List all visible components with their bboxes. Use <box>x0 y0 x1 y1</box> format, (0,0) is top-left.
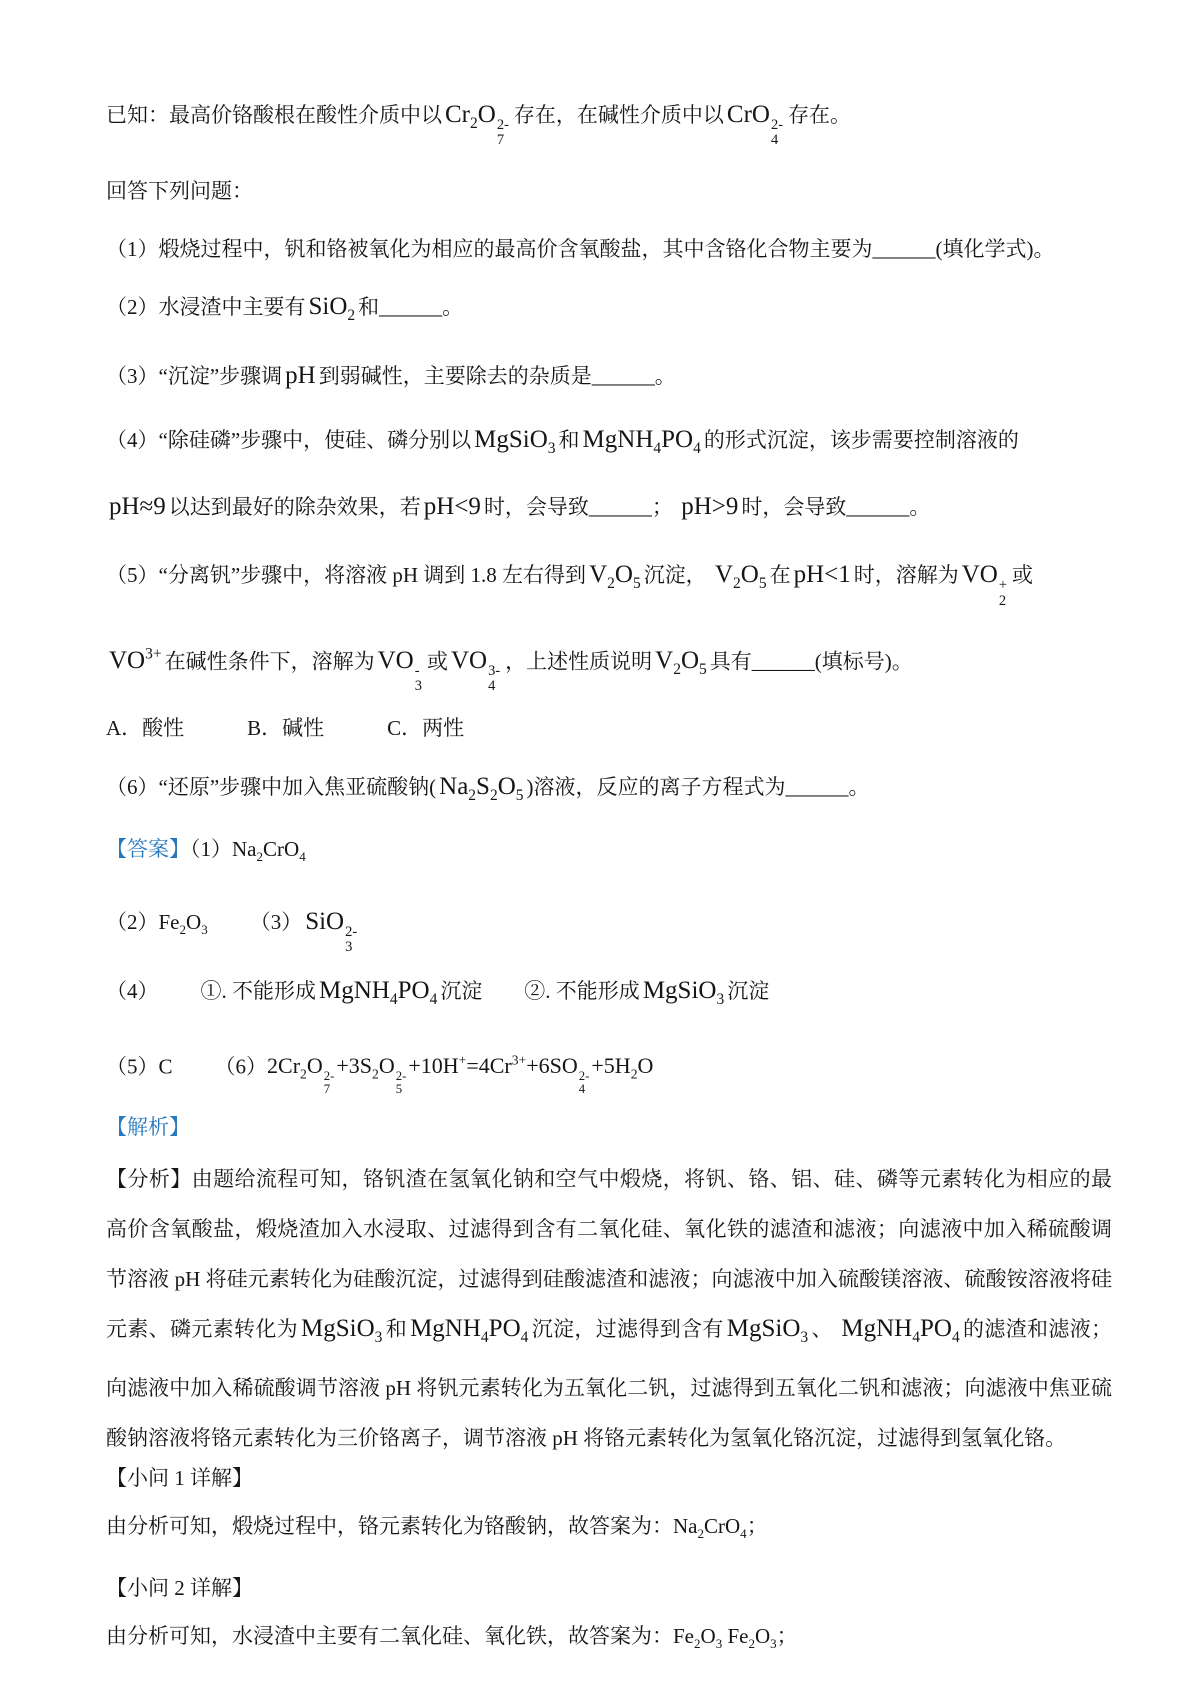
question-2: （2）水浸渣中主要有 SiO$_2$ 和______。 <box>106 293 464 325</box>
answer-line-4: （4） ①. 不能形成 $MgNH_4PO_4$ 沉淀 ②. 不能形成 MgSiO$_3$ 沉淀 <box>106 977 770 1009</box>
known-statement: 已知：最高价铬酸根在酸性介质中以 $Cr_2O$ 2- 7 存在，在碱性介质中以 CrO 2- 4 存在。 <box>106 101 852 149</box>
answer-prompt: 回答下列问题： <box>106 179 253 204</box>
question-5-line1: （5）“分离钒”步骤中，将溶液 pH 调到 1.8 左右得到 $V_2O_5$ 沉淀， $V_2O_5$ 在 pH<1 时，溶解为 VO + 2 或 <box>106 561 1034 609</box>
answer-1-text: $(1)Na_2CrO_4$ <box>190 836 306 864</box>
question-5-line2: $VO^{3+}$ 在碱性条件下，溶解为 VO - 3 或 VO 3- 4 ，上述性质说明 $V_2O_5$ 具有______(填标号)。 <box>109 645 913 695</box>
question-1: （1）煅烧过程中，钒和铬被氧化为相应的最高价含氧酸盐，其中含铬化合物主要为______(填化学式)。 <box>106 237 1055 262</box>
answer-line-5-6: （5）C $(6)2Cr_2O$ 2- 7 $+3S_2O$ 2- 5 $+10H^+=4Cr^{3+}+6SO$ 2- 4 $+5H_2O$ <box>106 1053 654 1096</box>
question-3: （3）“沉淀”步骤调 pH 到弱碱性，主要除去的杂质是______。 <box>106 362 676 390</box>
subquestion-2-detail: 由分析可知，水浸渣中主要有二氧化硅、氧化铁，故答案为：$Fe_2O_3$ $Fe_2O_3$； <box>106 1623 798 1652</box>
subquestion-1-heading: 【小问 1 详解】 <box>106 1465 253 1490</box>
analysis-paragraph <box>106 1154 1112 1463</box>
fenxi-label: 【分析】 <box>106 1166 192 1191</box>
question-4-line2: pH≈9 以达到最好的除杂效果，若 pH<9 时，会导致______； pH>9 时，会导致______。 <box>109 493 931 521</box>
subquestion-2-heading: 【小问 2 详解】 <box>106 1575 253 1600</box>
question-4-line1: （4）“除硅磷”步骤中，使硅、磷分别以 MgSiO$_3$ 和 $MgNH_4PO_4$ 的形式沉淀，该步需要控制溶液的 <box>106 426 1019 458</box>
jiexi-label: 【解析】 <box>106 1114 190 1139</box>
explanation-label <box>106 1112 1112 1142</box>
answer-label: 【答案】 <box>106 836 190 861</box>
answer-line-2-3: $(2)Fe_2O_3$ （3） SiO 2- 3 <box>106 907 358 955</box>
question-5-options: A．酸性 B．碱性 C．两性 <box>106 715 465 740</box>
answer-line-1 <box>106 834 1112 872</box>
question-6: （6）“还原”步骤中加入焦亚硫酸钠( $Na_2S_2O_5$ )溶液，反应的离子方程式为______。 <box>106 772 870 804</box>
analysis-body: 由题给流程可知，铬钒渣在氢氧化钠和空气中煅烧，将钒、铬、铝、硅、磷等元素转化为相应的最高价含氧酸盐，煅烧渣加入水浸取、过滤得到含有二氧化硅、氧化铁的滤渣和滤液；向滤液中加入稀硫酸调节溶液 pH 将硅元素转化为硅酸沉淀，过滤得到硅酸滤渣和滤液；向滤液中加入硫酸镁溶液、硫酸铵溶液将硅元素、磷元素转化为 MgSiO$_3$ 和 $MgNH_4PO_4$ 沉淀，过滤得到含有 MgSiO$_3$ 、 $MgNH_4PO_4$ 的滤渣和滤液；向滤液中加入稀硫酸调节溶液 pH 将钒元素转化为五氧化二钒，过滤得到五氧化二钒和滤液；向滤液中焦亚硫酸钠溶液将铬元素转化为三价铬离子，调节溶液 pH 将铬元素转化为氢氧化铬沉淀，过滤得到氢氧化铬。 <box>106 1166 1113 1450</box>
subquestion-1-detail: 由分析可知，煅烧过程中，铬元素转化为铬酸钠，故答案为：$Na_2CrO_4$； <box>106 1513 768 1541</box>
